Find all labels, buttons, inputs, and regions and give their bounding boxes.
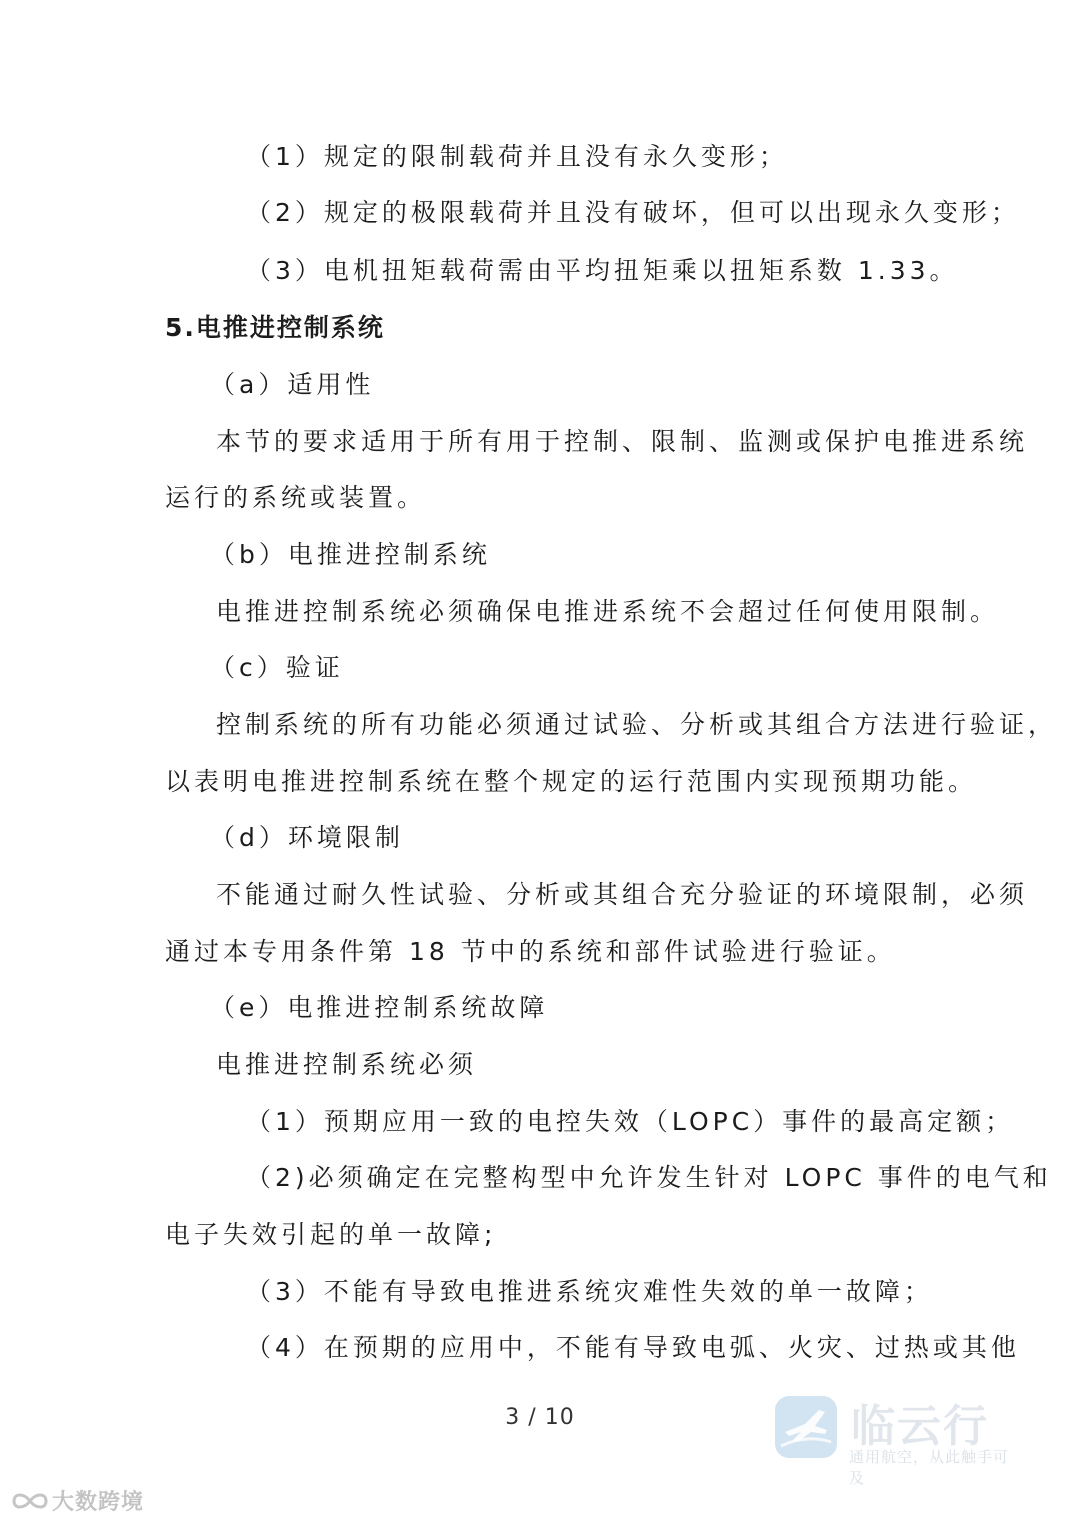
brand-slogan: 通用航空，从此触手可及 [849,1448,1010,1487]
brand-name: 临云行 [851,1401,989,1452]
subsection-d-title: （d）环境限制 [210,823,404,852]
text-line-1: （1）规定的限制载荷并且没有永久变形； [246,142,788,171]
text-line-7: 运行的系统或装置。 [165,483,427,512]
text-line-3: （3）电机扭矩载荷需由平均扭矩乘以扭矩系数 1.33。 [246,256,959,285]
text-line-2: （2）规定的极限载荷并且没有破坏，但可以出现永久变形； [246,198,1020,227]
text-line-14: 不能通过耐久性试验、分析或其组合充分验证的环境限制，必须 [216,880,1029,909]
text-line-21: （3）不能有导致电推进系统灾难性失效的单一故障； [246,1277,933,1306]
subsection-e-title: （e）电推进控制系统故障 [210,993,549,1022]
subsection-b-title: （b）电推进控制系统 [210,540,491,569]
source-watermark-text: 大数跨境 [52,1490,145,1515]
page-number: 3 / 10 [505,1405,575,1430]
infinity-logo-icon [10,1487,50,1515]
text-line-12: 以表明电推进控制系统在整个规定的运行范围内实现预期功能。 [165,767,978,796]
subsection-a-title: （a）适用性 [210,370,375,399]
section-heading: 5.电推进控制系统 [165,313,385,342]
text-line-17: 电推进控制系统必须 [216,1050,478,1079]
text-line-11: 控制系统的所有功能必须通过试验、分析或其组合方法进行验证， [216,710,1058,739]
text-line-19: （2)必须确定在完整构型中允许发生针对 LOPC 事件的电气和 [246,1163,1052,1192]
text-line-15: 通过本专用条件第 18 节中的系统和部件试验进行验证。 [165,937,896,966]
text-line-6: 本节的要求适用于所有用于控制、限制、监测或保护电推进系统 [216,427,1029,456]
brand-watermark [775,1390,1015,1486]
text-line-18: （1）预期应用一致的电控失效（LOPC）事件的最高定额； [246,1107,1015,1136]
text-line-20: 电子失效引起的单一故障; [165,1220,497,1249]
subsection-c-title: （c）验证 [210,653,344,682]
text-line-9: 电推进控制系统必须确保电推进系统不会超过任何使用限制。 [216,597,1000,626]
text-line-22: （4）在预期的应用中，不能有导致电弧、火灾、过热或其他 [246,1333,1020,1362]
airplane-logo-icon [775,1396,837,1458]
